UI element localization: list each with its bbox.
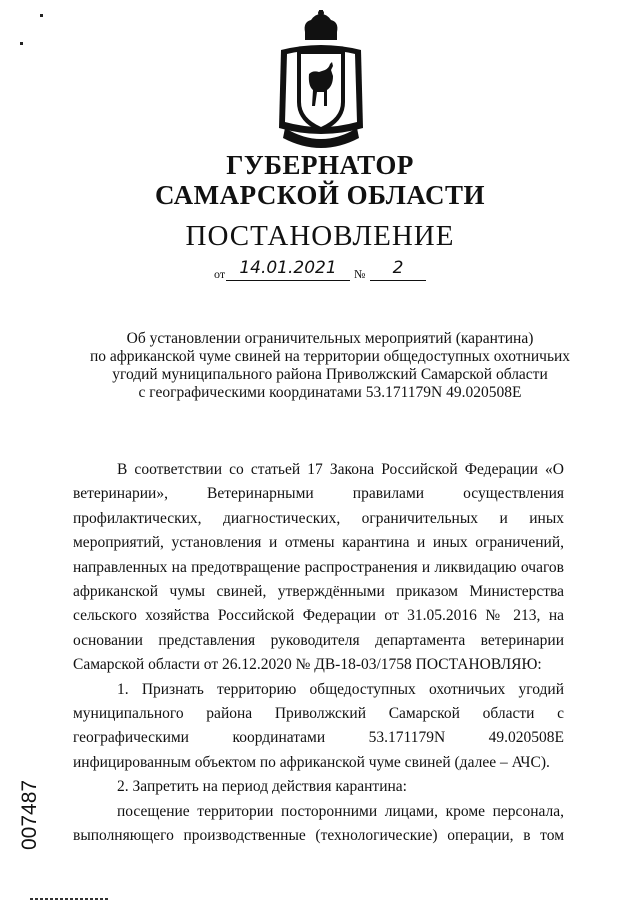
document-type-heading: ПОСТАНОВЛЕНИЕ [185,220,455,252]
authority-title-line2: САМАРСКОЙ ОБЛАСТИ [154,180,486,210]
subject-line: с географическими координатами 53.171179N 49.020508E [138,384,522,401]
preamble-paragraph: В соответствии со статьей 17 Закона Российской Федерации «О ветеринарии», Ветеринарными правилами осуществления профилактических, диагностических, ограничительных и иных мероприятий, установления и отмены карантина и иных ограничений, направленных на предотвращение распространения и ликвидацию очагов африканской чумы свиней, утверждёнными приказом Министерства сельского хозяйства Российской Федерации от 31.05.2016 № 213, на основании представления руководителя департамента ветеринарии Самарской области от 26.12.2020 № ДВ-18-03/1758 ПОСТАНОВЛЯЮ: [73,461,564,674]
scan-speck [40,14,43,17]
document-subject [80,330,580,402]
scan-speck [20,42,23,45]
authority-title-line1: ГУБЕРНАТОР [226,150,414,180]
registration-number: 007487 [18,779,41,850]
date-from-label: от [214,267,226,281]
date-number-line [214,258,444,284]
document-body [73,458,564,849]
subject-line: по африканской чуме свиней на территории общедоступных охотничьих [89,348,571,365]
coat-of-arms-emblem [275,10,367,160]
clause-1-paragraph: 1. Признать территорию общедоступных охотничьих угодий муниципального района Приволжский Самарской области с географическими координатами 53.171179N 49.020508E инфицированным объектом по африканской чуме свиней (далее – АЧС). [73,680,564,771]
number-label: № [354,267,366,281]
clause-2-item-paragraph: посещение территории посторонними лицами, кроме персонала, выполняющего производственные (технологические) операции, в том [73,802,564,845]
scan-artifact-line [30,898,110,900]
document-date: 14.01.2021 [226,258,350,281]
subject-line: угодий муниципального района Приволжский Самарской области [112,366,548,383]
subject-line: Об установлении ограничительных мероприятий (карантина) [126,330,534,347]
document-number: 2 [370,258,426,281]
clause-2-paragraph: 2. Запретить на период действия карантина: [117,778,407,796]
